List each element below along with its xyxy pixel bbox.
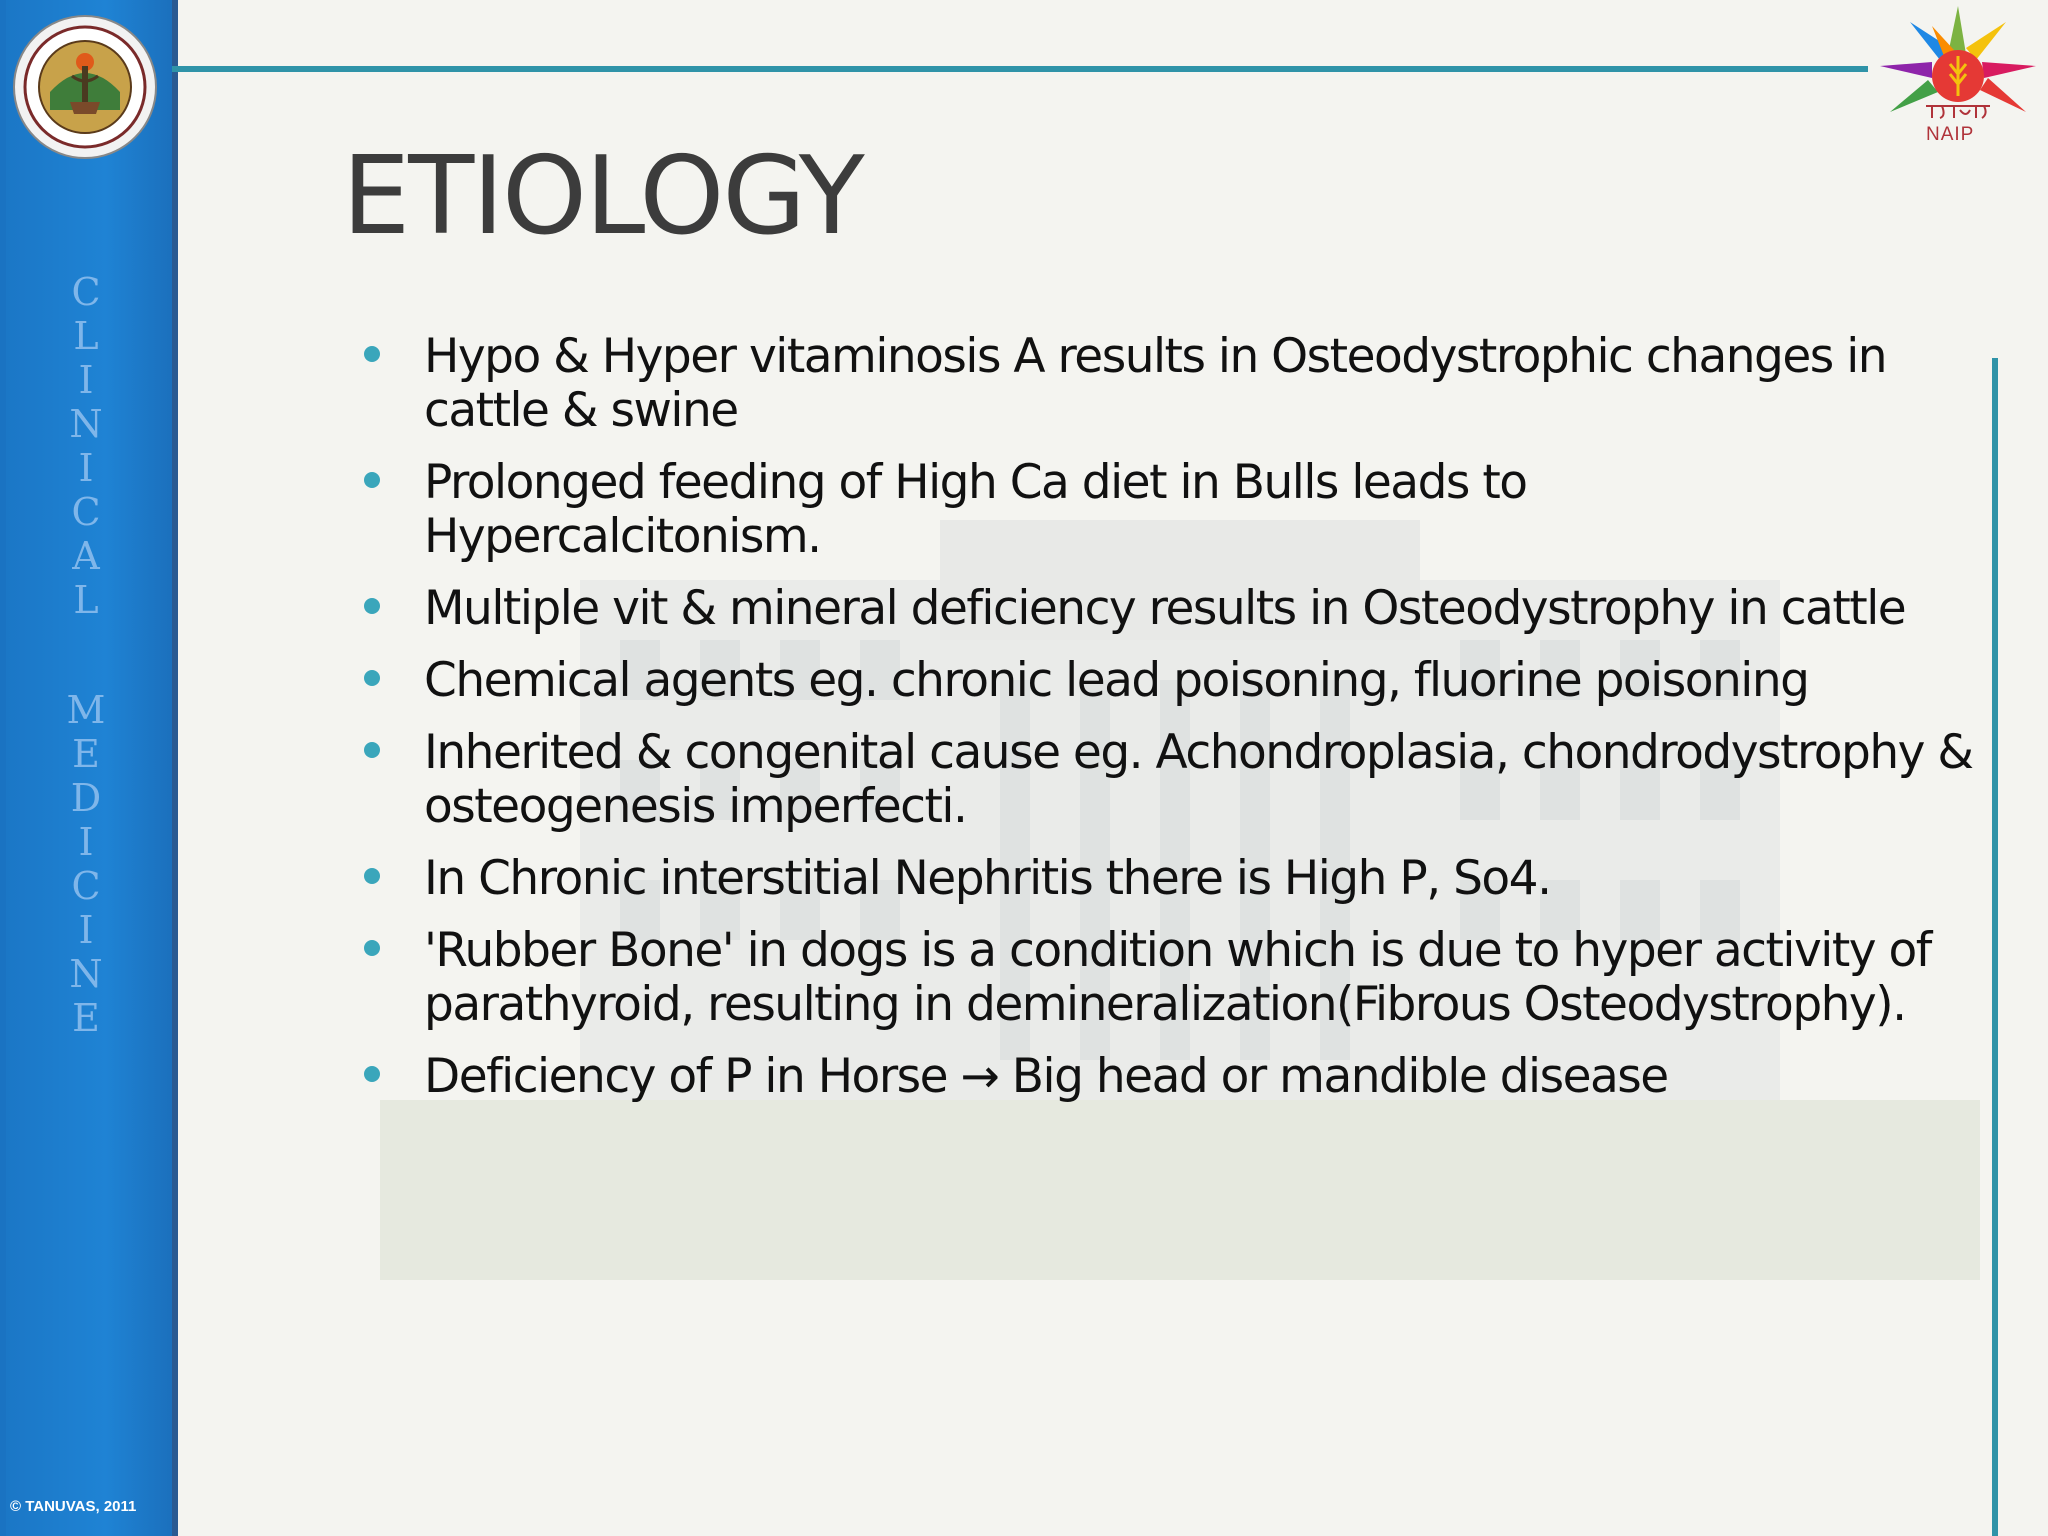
bullet-item: [360, 456, 2000, 564]
sidebar-letter: L: [73, 578, 99, 622]
sidebar-letter: C: [71, 490, 101, 534]
sidebar-letter: M: [66, 688, 106, 732]
top-accent-line: [172, 66, 1868, 72]
bullet-item: [360, 852, 2000, 906]
slide-title: ETIOLOGY: [342, 134, 863, 259]
bullet-item: [360, 330, 2000, 438]
sidebar-vertical-title: [68, 270, 104, 1040]
sidebar-letter: N: [69, 402, 103, 446]
bullet-text: Prolonged feeding of High Ca diet in Bulls leads to Hypercalcitonism.: [424, 455, 1527, 564]
bullet-dot-icon: [364, 346, 380, 362]
university-emblem-icon: [12, 14, 158, 160]
sidebar-letter: I: [78, 820, 94, 864]
bullet-text: In Chronic interstitial Nephritis there is High P, So4.: [424, 851, 1551, 906]
bullet-text: Deficiency of P in Horse → Big head or mandible disease: [424, 1049, 1668, 1104]
bullet-dot-icon: [364, 598, 380, 614]
bullet-dot-icon: [364, 742, 380, 758]
bullet-item: [360, 726, 2000, 834]
bullet-item: [360, 582, 2000, 636]
sidebar-letter: I: [78, 908, 94, 952]
sidebar-letter: I: [78, 358, 94, 402]
sidebar-letter: L: [73, 314, 99, 358]
bullet-item: [360, 1050, 2000, 1104]
bullet-dot-icon: [364, 670, 380, 686]
bullet-text: Hypo & Hyper vitaminosis A results in Osteodystrophic changes in cattle & swine: [424, 329, 1887, 438]
naip-logo-label: NAIP: [1926, 124, 1975, 145]
bullet-dot-icon: [364, 940, 380, 956]
bullet-dot-icon: [364, 472, 380, 488]
naip-hindi-wordmark: [1924, 102, 1992, 122]
sidebar-letter: N: [69, 952, 103, 996]
sidebar-letter: C: [71, 864, 101, 908]
bullet-dot-icon: [364, 1066, 380, 1082]
bullet-text: Inherited & congenital cause eg. Achondroplasia, chondrodystrophy & osteogenesis imperfecti.: [424, 725, 1973, 834]
sidebar-letter: A: [72, 534, 100, 578]
sidebar-letter: I: [78, 446, 94, 490]
bullet-item: [360, 924, 2000, 1032]
bullet-text: Chemical agents eg. chronic lead poisoning, fluorine poisoning: [424, 653, 1809, 708]
copyright-text: © TANUVAS, 2011: [10, 1498, 137, 1515]
bullet-list: [360, 330, 2000, 1122]
sidebar-letter: D: [70, 776, 102, 820]
sidebar-letter: C: [71, 270, 101, 314]
bullet-text: Multiple vit & mineral deficiency results in Osteodystrophy in cattle: [424, 581, 1906, 636]
bullet-text: 'Rubber Bone' in dogs is a condition which is due to hyper activity of parathyroid, resulting in demineralization(Fibrous Osteodystrophy).: [424, 923, 1931, 1032]
sidebar-letter: E: [72, 996, 100, 1040]
sidebar-letter: E: [72, 732, 100, 776]
bullet-dot-icon: [364, 868, 380, 884]
bullet-item: [360, 654, 2000, 708]
